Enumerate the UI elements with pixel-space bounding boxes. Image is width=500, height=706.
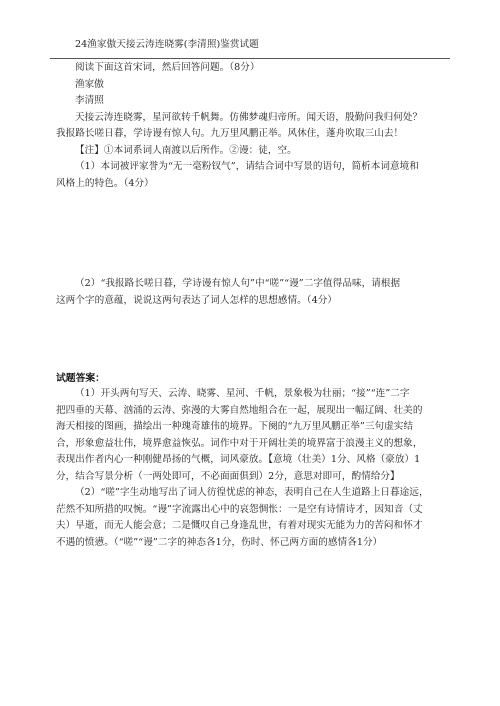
question-2-line-2: 这两个字的意蕴，说说这两句表达了词人怎样的思想感情。（4分） bbox=[56, 294, 338, 306]
question-title-block bbox=[56, 37, 440, 54]
answer-2-line: 不遇的愤懑。（“嗟”“谩”二字的神态各1分，伤时、怀己两方面的感情各1分） bbox=[56, 536, 383, 548]
poem-author: 李清照 bbox=[75, 95, 104, 106]
answer-1-line: （1）开头两句写天、云涛、晓雾、星河、千帆，景象极为壮丽；“接”“连”二字 bbox=[75, 388, 410, 399]
answer-1-line: 海天相接的图画，描绘出一种瑰奇雄伟的境界。下阕的“九万里风鹏正举”三句虚实结 bbox=[56, 421, 414, 432]
poem-line-1: 天接云涛连晓雾，星河欲转千帆舞。仿佛梦魂归帝所。闻天语，殷勤问我归何处？ bbox=[75, 111, 423, 123]
answer-1-line: 把四垂的天幕、汹涌的云涛、弥漫的大雾自然地组合在一起，展现出一幅辽阔、壮美的 bbox=[56, 404, 423, 416]
poem-title: 渔家傲 bbox=[75, 78, 104, 90]
answer-1-line: 表现出作者内心一种刚健昂扬的气概，词风豪放。【意境（壮美）1分、风格（豪放）1 bbox=[56, 454, 421, 465]
question-section bbox=[56, 60, 440, 192]
answer-2-line: 茫然不知所措的叹惋。“谩”字流露出心中的哀怨惆怅：一是空有诗情诗才，因知音（丈 bbox=[56, 503, 423, 515]
question-1-line-2: 风格上的特色。（4分） bbox=[56, 177, 154, 189]
question-1-line-1: （1）本词被评家誉为“无一毫粉钗气”，请结合词中写景的语句，简析本词意境和 bbox=[75, 161, 419, 172]
answer-heading: 试题答案： bbox=[56, 373, 105, 384]
header-rule bbox=[50, 58, 450, 59]
answer-2-line: （2）“嗟”字生动地写出了词人彷徨忧虑的神态，表明自己在人生道路上日暮途远， bbox=[75, 487, 429, 498]
answer-1-line: 分，结合写景分析（一两处即可，不必面面俱到）2分，意思对即可，酌情给分】 bbox=[56, 470, 400, 482]
answer-1-line: 合，形象愈益壮伟，境界愈益恢弘。词作中对于开阔壮美的境界富于浪漫主义的想象， bbox=[56, 437, 423, 449]
question-2-section bbox=[56, 276, 440, 309]
answer-2-section bbox=[56, 485, 440, 551]
poem-line-2: 我报路长嗟日暮，学诗谩有惊人句。九万里风鹏正举。风休住，蓬舟吹取三山去！ bbox=[56, 128, 404, 139]
instruction-text: 阅读下面这首宋词，然后回答问题。（8分） bbox=[75, 62, 260, 73]
question-title: 24渔家傲天接云涛连晓雾(李清照)鉴赏试题 bbox=[75, 39, 259, 50]
answer-1-section bbox=[56, 386, 440, 485]
poem-note: 【注】①本词系词人南渡以后所作。②谩：徒，空。 bbox=[75, 144, 297, 156]
question-2-line-1: （2）“我报路长嗟日暮，学诗谩有惊人句”中“嗟”“谩”二字值得品味，请根据 bbox=[75, 278, 401, 289]
answer-2-line: 夫）早逝，而无人能会意；二是慨叹自己身逢乱世，有着对现实无能为力的苦闷和怀才 bbox=[56, 520, 423, 531]
